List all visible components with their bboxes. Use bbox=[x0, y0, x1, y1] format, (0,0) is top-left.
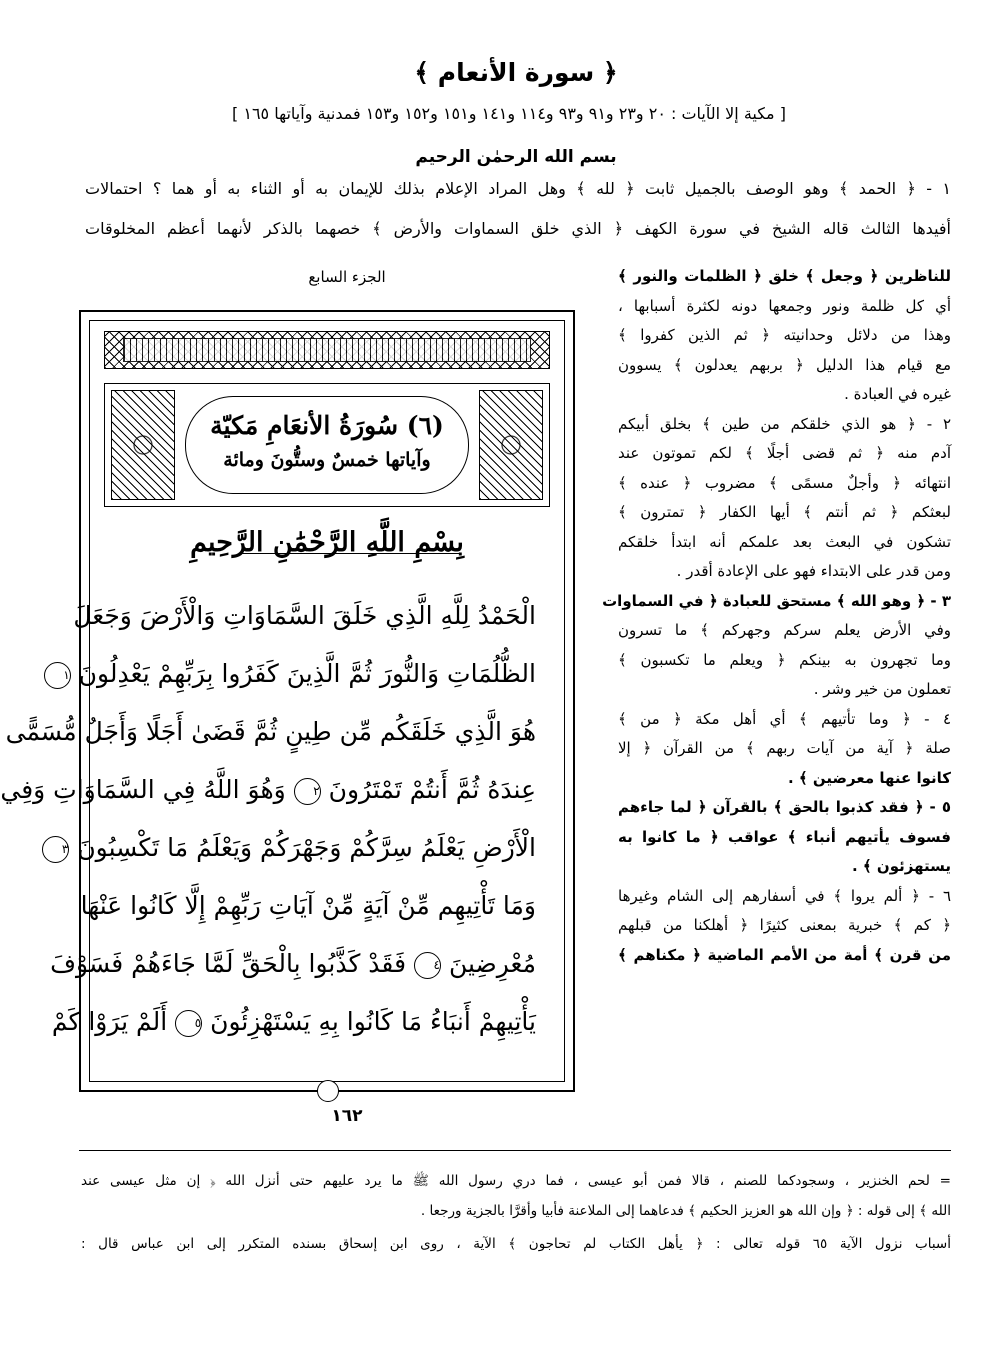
footnote-divider bbox=[79, 1150, 951, 1151]
verse-line bbox=[80, 877, 536, 935]
basmala-underline bbox=[240, 553, 460, 554]
commentary-line: ٤ - ﴿ وما تأتيهم ﴾ أي أهل مكة ﴿ من ﴾ bbox=[618, 709, 951, 728]
commentary-line: صلة ﴿ آية من آيات ربهم ﴾ من القرآن ﴿ إلا bbox=[618, 739, 951, 757]
verse-end-marker-icon: ٥ bbox=[175, 1010, 202, 1037]
commentary-line: للناظرين ﴿ وجعل ﴾ خلق ﴿ الظلمات والنور ﴾ bbox=[618, 267, 951, 285]
commentary-line: ٥ - ﴿ فقد كذبوا بالحق ﴾ بالقرآن ﴿ لما جاءهم bbox=[618, 798, 951, 816]
basmala-heading: بسم الله الرحمٰن الرحيم bbox=[415, 147, 617, 167]
verse-text: الْحَمْدُ لِلَّهِ الَّذِي خَلَقَ السَّمَاوَاتِ وَالْأَرْضَ وَجَعَلَ bbox=[73, 601, 536, 630]
cartouche-verse-count: وآياتها خمسٌ وستُّونَ ومائة bbox=[223, 449, 431, 471]
intro-line: ١ - ﴿ الحمد ﴾ وهو الوصف بالجميل ثابت ﴿ لله ﴾ وهل المراد الإعلام بذلك للإيمان به أو الثناء به أو هما ؟ احتمالات bbox=[85, 179, 951, 198]
verse-text: وَهُوَ اللَّهُ فِي السَّمَاوَاتِ وَفِي bbox=[0, 775, 286, 804]
commentary-line: ٢ - ﴿ هو الذي خلقكم من طين ﴾ بخلق أبيكم bbox=[618, 414, 951, 433]
commentary-line: أي كل ظلمة ونور وجمعها دونه لكثرة أسبابها ، bbox=[618, 296, 951, 315]
verse-line bbox=[0, 761, 536, 819]
mushaf-basmala: بِسْمِ اللَّهِ الرَّحْمَٰنِ الرَّحِيمِ bbox=[190, 527, 464, 558]
ornament-corner-icon bbox=[111, 390, 175, 500]
commentary-line: آدم منه ﴿ ثم قضى أجلًا ﴾ لكم تموتون عند bbox=[618, 444, 951, 462]
intro-line: أفيدها الثالث قاله الشيخ في سورة الكهف ﴿ الذي خلق السماوات والأرض ﴾ خصهما بالذكر لأنهما أعظم المخلوقات bbox=[85, 219, 951, 238]
ornamental-band bbox=[104, 331, 550, 369]
verse-text: الْأَرْضِ يَعْلَمُ سِرَّكُمْ وَجَهْرَكُمْ وَيَعْلَمُ مَا تَكْسِبُونَ bbox=[77, 833, 536, 862]
verse-text: عِندَهُ ثُمَّ أَنتُمْ تَمْتَرُونَ bbox=[328, 775, 536, 804]
commentary-line: فسوف يأتيهم أنباء ﴾ عواقب ﴿ ما كانوا به bbox=[618, 827, 951, 846]
verse-line bbox=[73, 587, 536, 645]
commentary-line: تعملون من خير وشر . bbox=[813, 680, 951, 698]
verse-text: وَمَا تَأْتِيهِم مِّنْ آيَةٍ مِّنْ آيَاتِ رَبِّهِمْ إِلَّا كَانُوا عَنْهَا bbox=[80, 891, 536, 920]
commentary-line: لبعثكم ﴿ ثم أنتم ﴾ أيها الكفار ﴿ تمترون ﴾ bbox=[618, 503, 951, 521]
commentary-line: من قرن ﴾ أمة من الأمم الماضية ﴿ مكناهم ﴾ bbox=[618, 945, 951, 964]
commentary-line: غيره في العبادة . bbox=[844, 385, 951, 403]
ornamental-band-inner bbox=[123, 338, 531, 362]
verse-text: الظُّلُمَاتِ وَالنُّورَ ثُمَّ الَّذِينَ كَفَرُوا بِرَبِّهِمْ يَعْدِلُونَ bbox=[78, 659, 536, 688]
verse-line bbox=[61, 819, 536, 877]
cartouche-title: (٦) سُورَةُ الأنعَامِ مَكيّة bbox=[210, 411, 444, 440]
commentary-line: انتهائه ﴿ وأجلٌ مسمًى ﴾ مضروب ﴿ عنده ﴾ bbox=[618, 473, 951, 492]
verse-end-marker-icon: ٣ bbox=[42, 836, 69, 863]
verse-end-marker-icon: ١ bbox=[44, 662, 71, 689]
verse-line bbox=[5, 703, 536, 761]
ornament-corner-icon bbox=[479, 390, 543, 500]
commentary-line: تشكون في البعث بعد علمكم أنه ابتدأ خلقكم bbox=[618, 532, 951, 551]
mushaf-page-frame bbox=[0, 310, 575, 1092]
commentary-line: يستهزئون ﴾ . bbox=[851, 857, 951, 875]
commentary-line: ٦ - ﴿ ألم يروا ﴾ في أسفارهم إلى الشام وغيرها bbox=[618, 886, 951, 905]
tafsir-commentary-column bbox=[602, 262, 951, 970]
commentary-line: ﴿ كم ﴾ خبرية بمعنى كثيرًا ﴿ أهلكنا من قبلهم bbox=[618, 916, 951, 934]
page-ornament-icon bbox=[317, 1080, 339, 1102]
verse-text: مُعْرِضِينَ bbox=[448, 949, 536, 978]
verse-text: فَقَدْ كَذَّبُوا بِالْحَقِّ لَمَّا جَاءَهُمْ فَسَوْفَ bbox=[50, 949, 407, 978]
verse-line bbox=[63, 645, 536, 703]
verse-text: أَلَمْ يَرَوْا كَمْ bbox=[51, 1007, 168, 1036]
surah-cartouche bbox=[185, 396, 469, 494]
footnote-line: أسباب نزول الآية ٦٥ قوله تعالى : ﴿ يأهل الكتاب لم تحاجون ﴾ الآية ، روى ابن إسحاق بسنده المتكرر إلى ابن عباس قال : bbox=[81, 1236, 951, 1252]
commentary-line: وفي الأرض يعلم سركم وجهركم ﴾ ما تسرون bbox=[618, 621, 951, 639]
surah-title: ﴿ سورة الأنعام ﴾ bbox=[414, 58, 618, 87]
mushaf-inner-border bbox=[0, 320, 565, 1082]
juz-label: الجزء السابع bbox=[308, 268, 386, 286]
footnote-line: = لحم الخنزير ، وسجودكما للصنم ، قالا فمن أبو عيسى ، فما دري رسول الله ﷺ ما يرد عليهم حتى أنزل الله ﴿ إن مثل عيسى عند bbox=[81, 1173, 951, 1189]
verse-end-marker-icon: ٢ bbox=[294, 778, 321, 805]
quran-verses bbox=[0, 587, 536, 1051]
commentary-line: ٣ - ﴿ وهو الله ﴾ مستحق للعبادة ﴿ في السماوات bbox=[602, 591, 951, 610]
commentary-line: وما تجهرون به بينكم ﴿ ويعلم ما تكسبون ﴾ bbox=[618, 650, 951, 669]
verse-line bbox=[50, 935, 536, 993]
verse-line bbox=[51, 993, 536, 1051]
page-number: ١٦٢ bbox=[331, 1106, 363, 1126]
commentary-line: ومن قدر على الابتداء فهو على الإعادة أقدر . bbox=[676, 562, 951, 580]
commentary-line: وهذا من دلائل وحدانيته ﴿ ثم الذين كفروا ﴾ bbox=[618, 326, 951, 344]
verse-end-marker-icon: ٤ bbox=[414, 952, 441, 979]
verse-text: يَأْتِيهِمْ أَنبَاءُ مَا كَانُوا بِهِ يَسْتَهْزِئُونَ bbox=[210, 1007, 536, 1036]
commentary-line: مع قيام هذا الدليل ﴿ بربهم يعدلون ﴾ يسوون bbox=[618, 355, 951, 374]
surah-info: [ مكية إلا الآيات : ٢٠ و٢٣ و٩١ و٩٣ و١١٤ و١٤١ و١٥١ و١٥٢ و١٥٣ فمدنية وآياتها ١٦٥ ] bbox=[232, 104, 786, 123]
footnote-line: الله ﴾ إلى قوله : ﴿ وإن الله هو العزيز الحكيم ﴾ فدعاهما إلى الملاعنة فأبيا وأقرَّا بالجزية ورجعا . bbox=[420, 1203, 951, 1219]
surah-header-panel bbox=[104, 383, 550, 507]
verse-text: هُوَ الَّذِي خَلَقَكُم مِّن طِينٍ ثُمَّ قَضَىٰ أَجَلًا وَأَجَلٌ مُّسَمًّى bbox=[5, 717, 536, 746]
commentary-line: كانوا عنها معرضين ﴾ . bbox=[787, 768, 951, 787]
